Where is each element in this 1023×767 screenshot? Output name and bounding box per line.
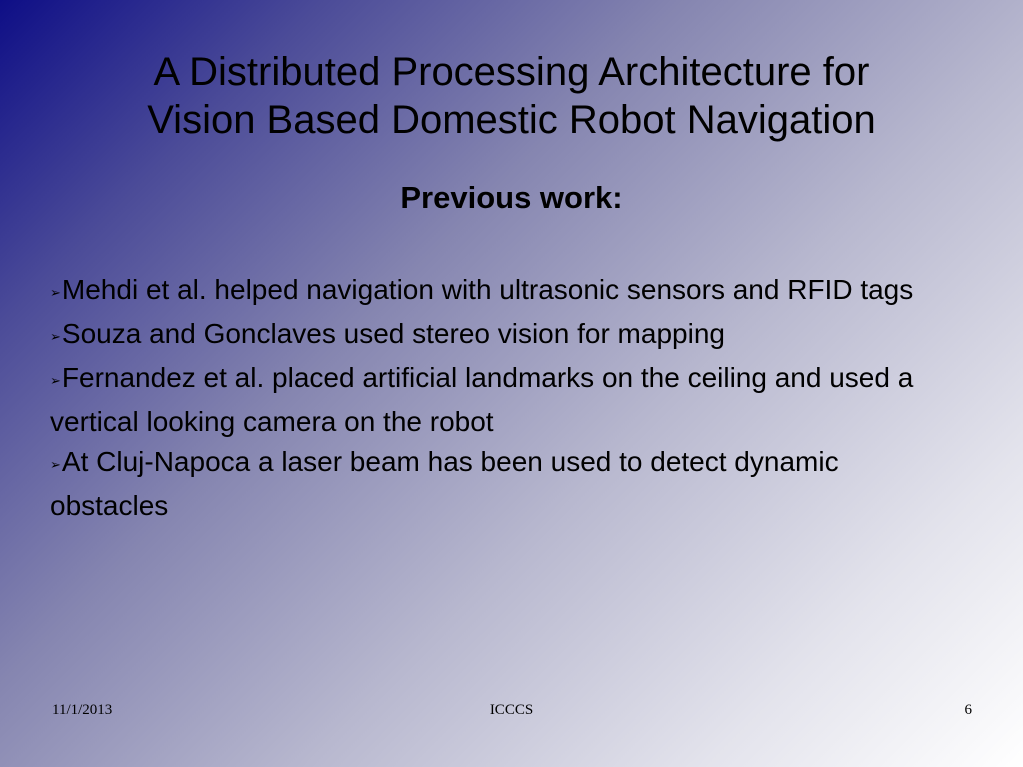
bullet-text: Fernandez et al. placed artificial landmarks on the ceiling and used a vertical looking camera on the robot [50, 362, 914, 437]
slide-title-line-2: Vision Based Domestic Robot Navigation [147, 98, 876, 142]
arrowhead-bullet-icon: ➢ [50, 374, 61, 389]
bullet-item [50, 270, 950, 314]
arrowhead-bullet-icon: ➢ [50, 458, 61, 473]
bullet-item [50, 358, 950, 442]
section-heading: Previous work: [400, 180, 623, 215]
bullet-list [50, 270, 950, 526]
arrowhead-bullet-icon: ➢ [50, 286, 61, 301]
bullet-text: At Cluj-Napoca a laser beam has been used to detect dynamic obstacles [50, 446, 839, 521]
arrowhead-bullet-icon: ➢ [50, 330, 61, 345]
slide-title-line-1: A Distributed Processing Architecture for [153, 50, 870, 94]
footer-conference: ICCCS [489, 702, 534, 718]
bullet-text: Mehdi et al. helped navigation with ultrasonic sensors and RFID tags [61, 274, 914, 305]
bullet-text: Souza and Gonclaves used stereo vision for mapping [61, 318, 725, 349]
bullet-item [50, 314, 950, 358]
bullet-item [50, 442, 950, 526]
slide-title [40, 48, 983, 144]
page-number: 6 [964, 702, 972, 718]
footer-date: 11/1/2013 [52, 702, 113, 718]
